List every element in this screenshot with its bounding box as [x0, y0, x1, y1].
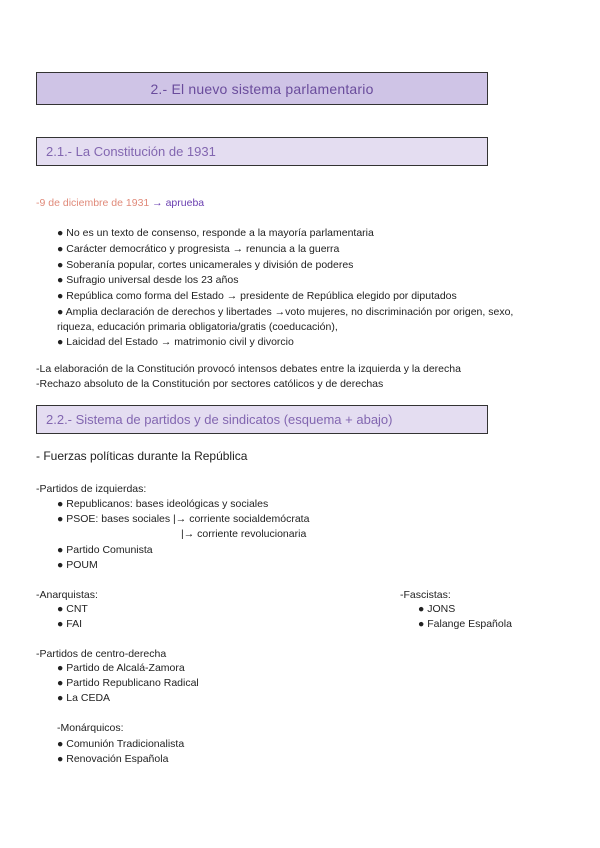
left-item-psoe-revolutionary: |→ corriente revolucionaria: [181, 528, 307, 540]
bullet-suffrage: ● Sufragio universal desde los 23 años: [57, 274, 239, 286]
left-item-poum: ● POUM: [57, 559, 98, 571]
fascists-title: -Fascistas:: [400, 589, 451, 601]
forces-subtitle: - Fuerzas políticas durante la República: [36, 449, 248, 463]
center-right-item-radical: ● Partido Republicano Radical: [57, 677, 199, 689]
constitution-date: 9 de diciembre de 1931: [39, 197, 150, 209]
center-right-title: -Partidos de centro-derecha: [36, 648, 167, 660]
anarchists-title: -Anarquistas:: [36, 589, 98, 601]
date-prefix: -: [36, 197, 40, 209]
approve-label: → aprueba: [152, 197, 205, 209]
section-2-heading-box: [36, 405, 488, 434]
left-item-republicanos: ● Republicanos: bases ideológicas y sociales: [57, 498, 269, 510]
bullet-republic: ● República como forma del Estado → presidente de República elegido por diputados: [57, 290, 457, 302]
anarchists-item-fai: ● FAI: [57, 618, 83, 630]
center-right-item-alcala: ● Partido de Alcalá-Zamora: [57, 662, 185, 674]
note-rejection: -Rechazo absoluto de la Constitución por sectores católicos y de derechas: [36, 378, 384, 390]
bullet-rights: ● Amplia declaración de derechos y libertades →voto mujeres, no discriminación por origen, sexo,: [57, 306, 514, 318]
left-parties-title: -Partidos de izquierdas:: [36, 483, 147, 495]
section-1-heading: 2.1.- La Constitución de 1931: [46, 144, 216, 159]
left-item-psoe: ● PSOE: bases sociales |→ corriente socialdemócrata: [57, 513, 310, 525]
bullet-democratic: ● Carácter democrático y progresista → renuncia a la guerra: [57, 243, 340, 255]
fascists-item-falange: ● Falange Española: [418, 618, 512, 630]
date-line: [36, 196, 204, 210]
monarchists-item-comunion: ● Comunión Tradicionalista: [57, 738, 185, 750]
section-1-heading-box: [36, 137, 488, 166]
main-title-box: [36, 72, 488, 105]
section-2-heading: 2.2.- Sistema de partidos y de sindicatos (esquema + abajo): [46, 412, 393, 427]
bullet-laicity: ● Laicidad del Estado → matrimonio civil y divorcio: [57, 336, 294, 348]
left-item-pce: ● Partido Comunista: [57, 544, 153, 556]
bullet-sovereignty: ● Soberanía popular, cortes unicamerales y división de poderes: [57, 259, 354, 271]
center-right-item-ceda: ● La CEDA: [57, 692, 111, 704]
monarchists-title: -Monárquicos:: [57, 722, 124, 734]
bullet-rights-cont: riqueza, educación primaria obligatoria/gratis (coeducación),: [57, 321, 338, 333]
page-title: 2.- El nuevo sistema parlamentario: [150, 80, 374, 97]
note-debates: -La elaboración de la Constitución provocó intensos debates entre la izquierda y la derecha: [36, 363, 461, 375]
anarchists-item-cnt: ● CNT: [57, 603, 88, 615]
fascists-item-jons: ● JONS: [418, 603, 456, 615]
monarchists-item-renovacion: ● Renovación Española: [57, 753, 169, 765]
bullet-consensus: ● No es un texto de consenso, responde a la mayoría parlamentaria: [57, 227, 374, 239]
